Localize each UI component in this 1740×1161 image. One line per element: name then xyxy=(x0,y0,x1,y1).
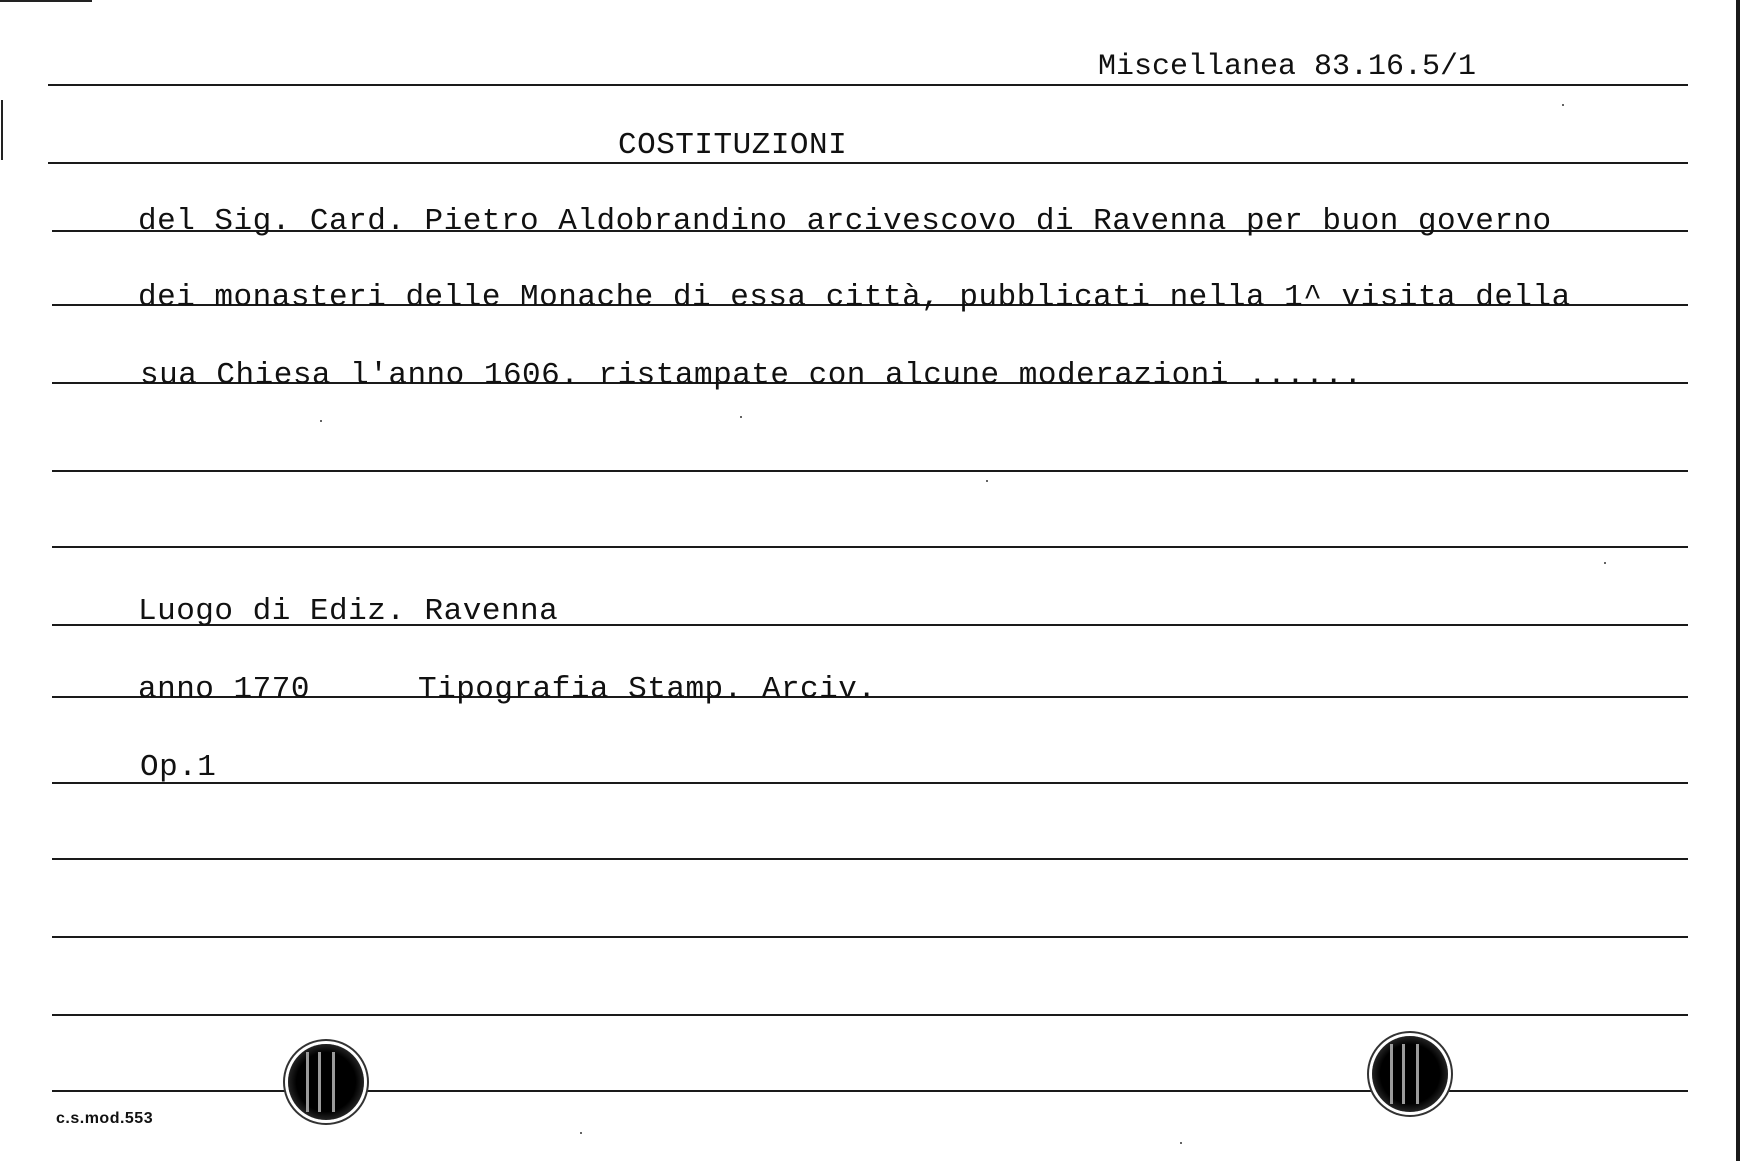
ruled-line xyxy=(52,858,1688,860)
shelfmark: Miscellanea 83.16.5/1 xyxy=(1098,50,1477,84)
paper-speck xyxy=(320,420,322,422)
ruled-line xyxy=(52,1014,1688,1016)
paper-speck xyxy=(1562,104,1564,106)
description-line-2: dei monasteri delle Monache di essa città, pubblicati nella 1^ visita della xyxy=(138,280,1571,315)
paper-speck xyxy=(1180,1142,1182,1144)
card-top-edge-mark xyxy=(0,0,92,2)
place-of-edition: Luogo di Ediz. Ravenna xyxy=(138,594,559,629)
printer: Tipografia Stamp. Arciv. xyxy=(418,672,877,707)
ruled-line xyxy=(52,470,1688,472)
opera-number: Op.1 xyxy=(140,750,217,785)
card-left-edge-mark xyxy=(1,100,3,160)
ruled-line xyxy=(48,162,1688,164)
description-line-1: del Sig. Card. Pietro Aldobrandino arcivescovo di Ravenna per buon governo xyxy=(138,204,1552,239)
ruled-line xyxy=(52,782,1688,784)
punch-hole-left xyxy=(288,1044,364,1120)
ruled-line xyxy=(52,546,1688,548)
description-line-3: sua Chiesa l'anno 1606. ristampate con alcune moderazioni ...... xyxy=(140,358,1363,393)
paper-speck xyxy=(740,416,742,418)
form-code: c.s.mod.553 xyxy=(56,1110,154,1127)
ruled-line xyxy=(48,84,1688,86)
card-right-edge xyxy=(1736,0,1740,1161)
card-title: COSTITUZIONI xyxy=(618,128,848,163)
paper-speck xyxy=(1604,562,1606,564)
ruled-line xyxy=(52,936,1688,938)
edition-year: anno 1770 xyxy=(138,672,310,707)
paper-speck xyxy=(580,1132,582,1134)
punch-hole-right xyxy=(1372,1036,1448,1112)
paper-speck xyxy=(986,480,988,482)
